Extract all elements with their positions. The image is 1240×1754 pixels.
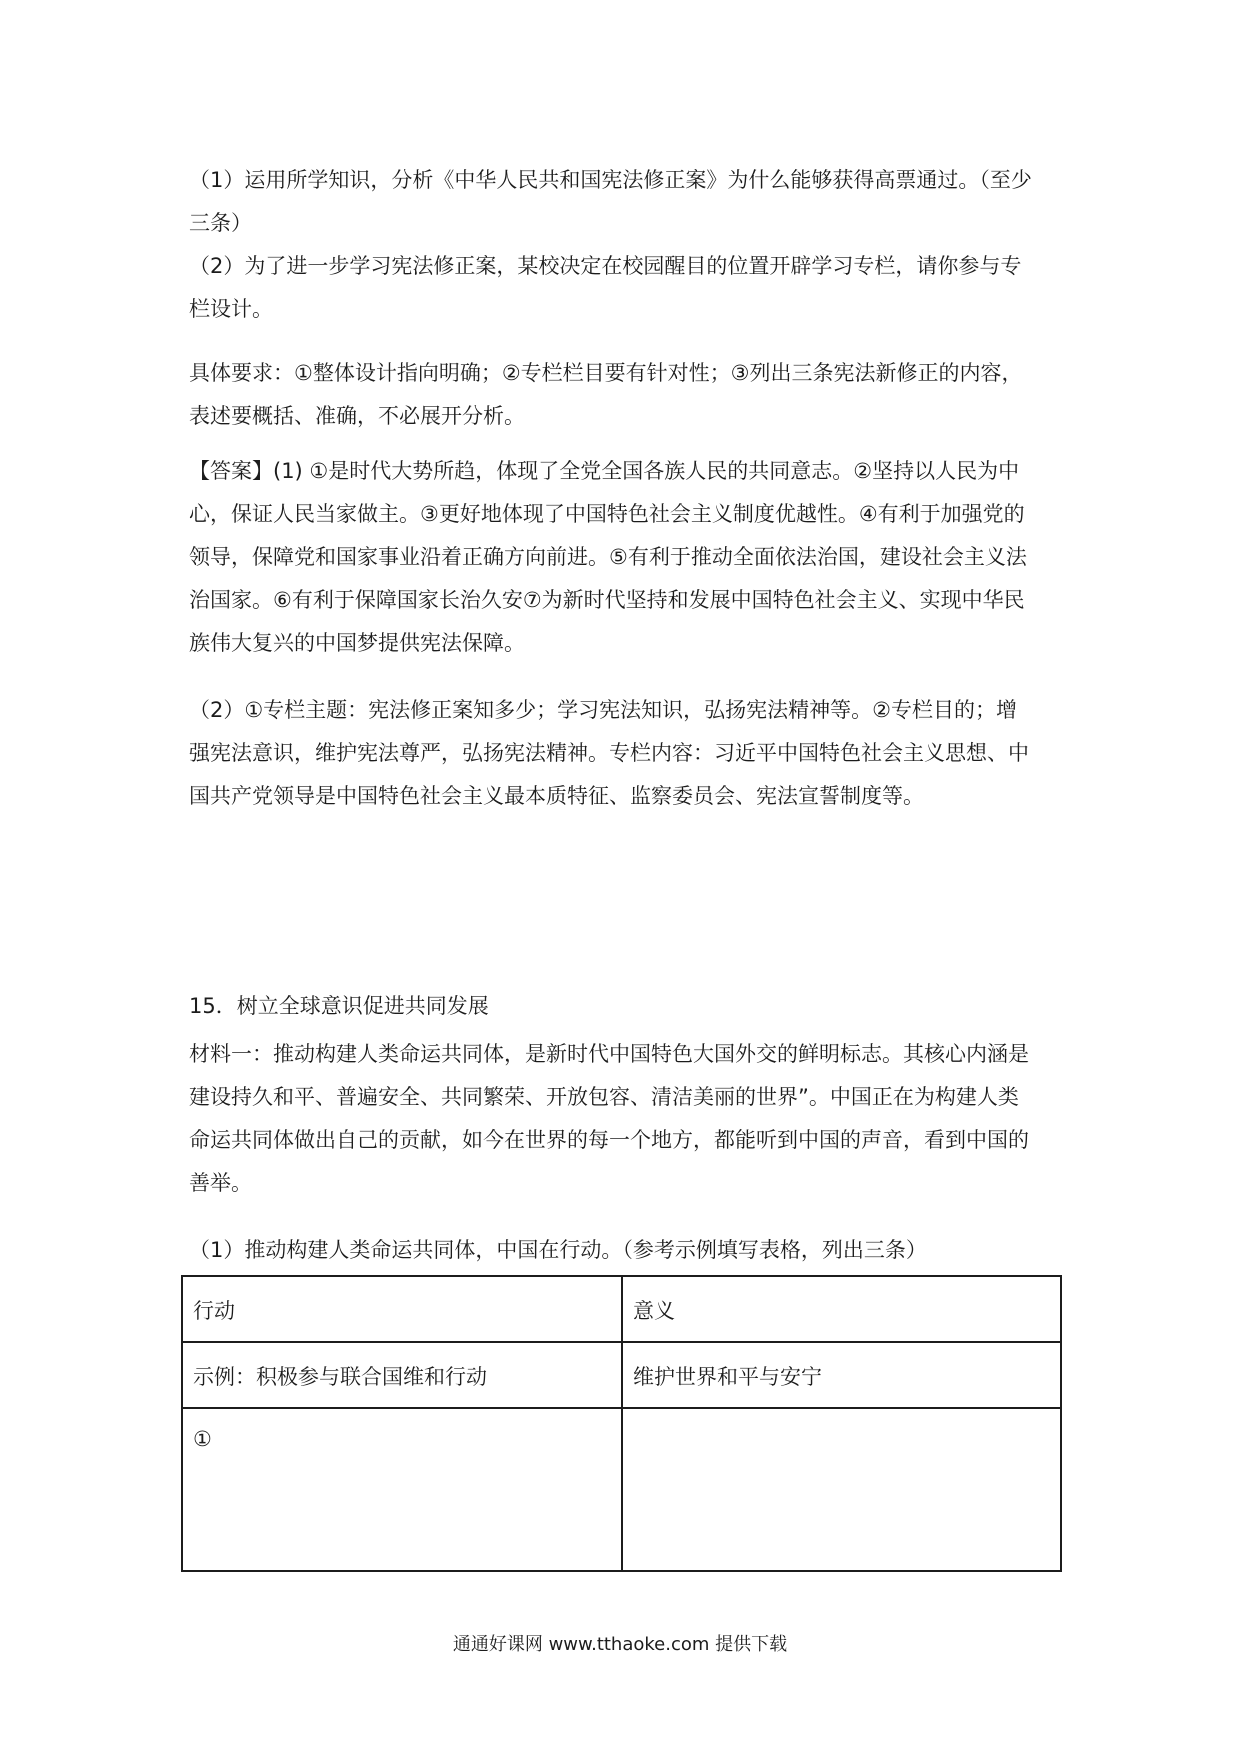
page-footer: 通通好课网 www.tthaoke.com 提供下载 — [452, 1634, 788, 1655]
table-header-row — [182, 1276, 1061, 1342]
text-line: 族伟大复兴的中国梦提供宪法保障。 — [189, 631, 525, 655]
table-cell: 示例：积极参与联合国维和行动 — [182, 1342, 622, 1408]
text-line: 表述要概括、准确，不必展开分析。 — [189, 404, 525, 428]
text-line: 具体要求：①整体设计指向明确；②专栏栏目要有针对性；③列出三条宪法新修正的内容， — [189, 361, 1023, 385]
table-cell: 维护世界和平与安宁 — [622, 1342, 1061, 1408]
table-cell: ① — [182, 1408, 622, 1571]
text-line: （2）为了进一步学习宪法修正案，某校决定在校园醒目的位置开辟学习专栏，请你参与专 — [189, 254, 1022, 278]
text-line: 命运共同体做出自己的贡献，如今在世界的每一个地方，都能听到中国的声音，看到中国的 — [189, 1128, 1029, 1152]
q15-material — [189, 1033, 1063, 1205]
q14-answer-part2 — [189, 689, 1063, 818]
table-row — [182, 1408, 1061, 1571]
text-line: 建设持久和平、普遍安全、共同繁荣、开放包容、清洁美丽的世界”。中国正在为构建人类 — [189, 1085, 1019, 1109]
table-row — [182, 1342, 1061, 1408]
text-line: 治国家。⑥有利于保障国家长治久安⑦为新时代坚持和发展中国特色社会主义、实现中华民 — [189, 588, 1025, 612]
text-line: （1）运用所学知识，分析《中华人民共和国宪法修正案》为什么能够获得高票通过。（至少 — [189, 168, 1032, 192]
text-line: （1）推动构建人类命运共同体，中国在行动。（参考示例填写表格，列出三条） — [189, 1238, 927, 1262]
q14-answer-part1 — [189, 450, 1063, 665]
action-meaning-table — [181, 1275, 1062, 1572]
text-line: 国共产党领导是中国特色社会主义最本质特征、监察委员会、宪法宣誓制度等。 — [189, 784, 924, 808]
text-line: 三条） — [189, 211, 252, 235]
q15-part1-question — [189, 1229, 1063, 1272]
text-line: 栏设计。 — [189, 297, 273, 321]
text-line: 强宪法意识，维护宪法尊严，弘扬宪法精神。专栏内容：习近平中国特色社会主义思想、中 — [189, 741, 1029, 765]
text-line: 材料一：推动构建人类命运共同体，是新时代中国特色大国外交的鲜明标志。其核心内涵是 — [189, 1042, 1029, 1066]
q14-part1-question — [189, 159, 1063, 245]
table-header-cell: 行动 — [182, 1276, 622, 1342]
q15-title — [189, 985, 1063, 1028]
q14-part2-question — [189, 245, 1063, 331]
text-line: 【答案】(1) ①是时代大势所趋，体现了全党全国各族人民的共同意志。②坚持以人民为中 — [189, 459, 1020, 483]
question-title: 15．树立全球意识促进共同发展 — [189, 994, 489, 1018]
text-line: 心，保证人民当家做主。③更好地体现了中国特色社会主义制度优越性。④有利于加强党的 — [189, 502, 1025, 526]
text-line: （2）①专栏主题：宪法修正案知多少；学习宪法知识，弘扬宪法精神等。②专栏目的；增 — [189, 698, 1018, 722]
text-line: 善举。 — [189, 1171, 252, 1195]
q14-requirements — [189, 352, 1063, 438]
table-cell — [622, 1408, 1061, 1571]
table-header-cell: 意义 — [622, 1276, 1061, 1342]
text-line: 领导，保障党和国家事业沿着正确方向前进。⑤有利于推动全面依法治国，建设社会主义法 — [189, 545, 1027, 569]
